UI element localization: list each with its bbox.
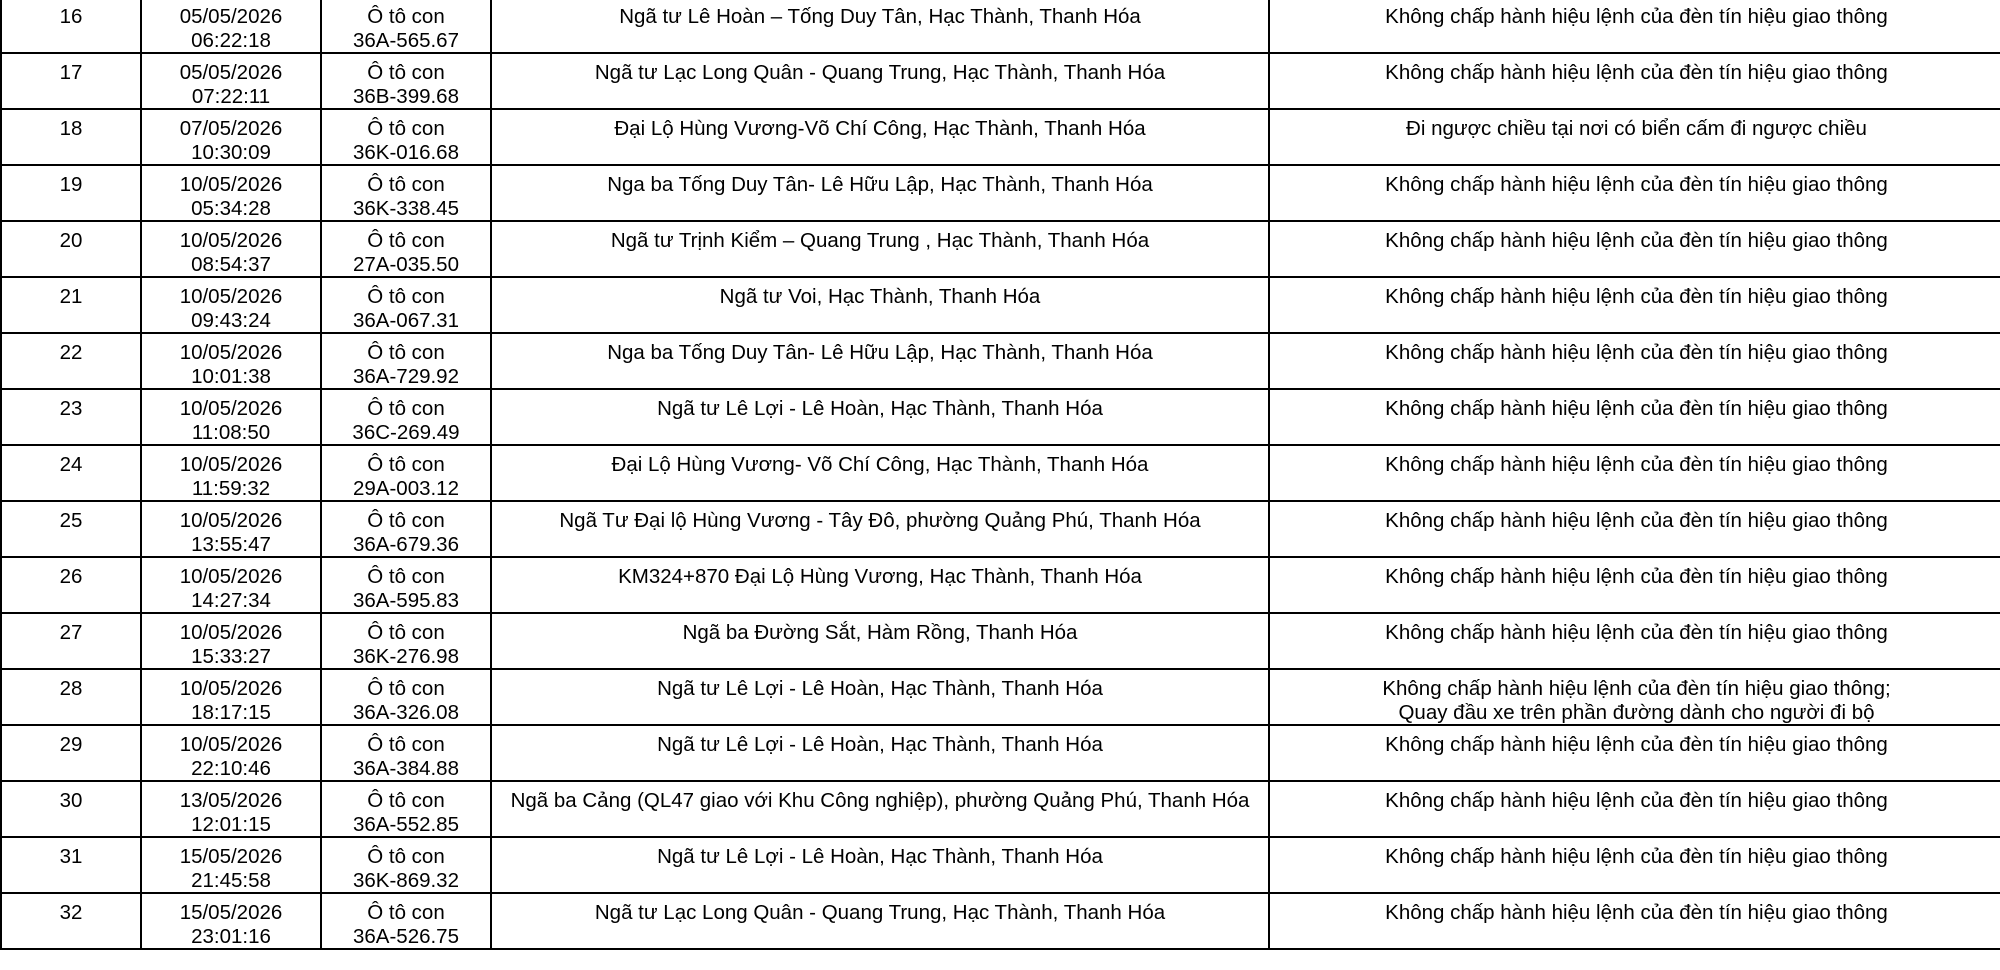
- datetime-cell: [141, 781, 321, 837]
- row-number: 21: [59, 285, 83, 308]
- datetime-cell: [141, 109, 321, 165]
- location-cell: [491, 165, 1269, 221]
- violation-location: Ngã ba Đường Sắt, Hàm Rồng, Thanh Hóa: [682, 621, 1078, 644]
- vehicle-type: Ô tô con: [367, 565, 445, 588]
- stt-cell: [1, 53, 141, 109]
- datetime-cell: [141, 725, 321, 781]
- violation-date: 10/05/2026: [179, 173, 283, 196]
- vehicle-cell: [321, 501, 491, 557]
- violation-date: 07/05/2026: [179, 117, 283, 140]
- violation-cell: [1269, 165, 2000, 221]
- violation-time: 13:55:47: [191, 532, 271, 556]
- vehicle-type: Ô tô con: [367, 285, 445, 308]
- row-number: 25: [59, 509, 83, 532]
- location-cell: [491, 501, 1269, 557]
- stt-cell: [1, 613, 141, 669]
- datetime-cell: [141, 221, 321, 277]
- vehicle-type: Ô tô con: [367, 789, 445, 812]
- datetime-cell: [141, 333, 321, 389]
- vehicle-type: Ô tô con: [367, 845, 445, 868]
- violation-date: 10/05/2026: [179, 229, 283, 252]
- violation-date: 10/05/2026: [179, 733, 283, 756]
- violation-location: Ngã tư Trịnh Kiểm – Quang Trung , Hạc Thành, Thanh Hóa: [610, 229, 1150, 252]
- row-number: 23: [59, 397, 83, 420]
- license-plate: 36A-595.83: [352, 588, 459, 612]
- violation-location: Đại Lộ Hùng Vương- Võ Chí Công, Hạc Thành, Thanh Hóa: [611, 453, 1149, 476]
- table-row: [1, 781, 2000, 837]
- license-plate: 36B-399.68: [352, 84, 459, 108]
- violation-cell: [1269, 501, 2000, 557]
- vehicle-cell: [321, 277, 491, 333]
- license-plate: 36A-565.67: [352, 28, 459, 52]
- stt-cell: [1, 725, 141, 781]
- datetime-cell: [141, 501, 321, 557]
- violation-description: Không chấp hành hiệu lệnh của đèn tín hiệu giao thông: [1385, 621, 1888, 644]
- vehicle-cell: [321, 613, 491, 669]
- location-cell: [491, 837, 1269, 893]
- violation-location: Ngã tư Lê Lợi - Lê Hoàn, Hạc Thành, Thanh Hóa: [657, 733, 1103, 756]
- violation-cell: [1269, 333, 2000, 389]
- violation-location: Nga ba Tống Duy Tân- Lê Hữu Lập, Hạc Thành, Thanh Hóa: [607, 173, 1153, 196]
- violation-date: 10/05/2026: [179, 509, 283, 532]
- stt-cell: [1, 781, 141, 837]
- violation-description: Không chấp hành hiệu lệnh của đèn tín hiệu giao thông: [1385, 845, 1888, 868]
- vehicle-type: Ô tô con: [367, 677, 445, 700]
- row-number: 24: [59, 453, 83, 476]
- license-plate: 36A-526.75: [352, 924, 459, 948]
- table-row: [1, 389, 2000, 445]
- violation-description: Không chấp hành hiệu lệnh của đèn tín hiệu giao thông: [1385, 5, 1888, 28]
- table-row: [1, 333, 2000, 389]
- violation-description: Không chấp hành hiệu lệnh của đèn tín hiệu giao thông: [1385, 453, 1888, 476]
- vehicle-cell: [321, 109, 491, 165]
- vehicle-type: Ô tô con: [367, 229, 445, 252]
- violation-time: 11:59:32: [191, 476, 271, 500]
- table-row: [1, 669, 2000, 725]
- location-cell: [491, 781, 1269, 837]
- row-number: 19: [59, 173, 83, 196]
- license-plate: 36A-729.92: [352, 364, 459, 388]
- stt-cell: [1, 837, 141, 893]
- datetime-cell: [141, 445, 321, 501]
- stt-cell: [1, 221, 141, 277]
- vehicle-cell: [321, 669, 491, 725]
- license-plate: 36K-869.32: [352, 868, 459, 892]
- violation-location: Ngã tư Lê Lợi - Lê Hoàn, Hạc Thành, Thanh Hóa: [657, 397, 1103, 420]
- violation-description: Không chấp hành hiệu lệnh của đèn tín hiệu giao thông;: [1382, 677, 1891, 700]
- violation-time: 22:10:46: [191, 756, 271, 780]
- violation-cell: [1269, 837, 2000, 893]
- table-row: [1, 501, 2000, 557]
- violation-cell: [1269, 277, 2000, 333]
- violation-time: 05:34:28: [191, 196, 271, 220]
- violation-description: Không chấp hành hiệu lệnh của đèn tín hiệu giao thông: [1385, 397, 1888, 420]
- violation-time: 11:08:50: [191, 420, 271, 444]
- license-plate: 36A-326.08: [352, 700, 459, 724]
- location-cell: [491, 333, 1269, 389]
- violation-location: Nga ba Tống Duy Tân- Lê Hữu Lập, Hạc Thành, Thanh Hóa: [607, 341, 1153, 364]
- license-plate: 27A-035.50: [352, 252, 459, 276]
- datetime-cell: [141, 557, 321, 613]
- vehicle-type: Ô tô con: [367, 733, 445, 756]
- violation-date: 10/05/2026: [179, 565, 283, 588]
- violation-cell: [1269, 781, 2000, 837]
- row-number: 16: [59, 5, 83, 28]
- location-cell: [491, 725, 1269, 781]
- table-row: [1, 445, 2000, 501]
- row-number: 18: [59, 117, 83, 140]
- license-plate: 36A-552.85: [352, 812, 459, 836]
- violation-date: 15/05/2026: [179, 845, 283, 868]
- location-cell: [491, 389, 1269, 445]
- license-plate: 36K-338.45: [352, 196, 459, 220]
- table-row: [1, 165, 2000, 221]
- vehicle-cell: [321, 221, 491, 277]
- violation-time: 12:01:15: [191, 812, 271, 836]
- table-row: [1, 109, 2000, 165]
- violation-description: Không chấp hành hiệu lệnh của đèn tín hiệu giao thông: [1385, 509, 1888, 532]
- vehicle-cell: [321, 165, 491, 221]
- violation-cell: [1269, 893, 2000, 949]
- violation-description: Không chấp hành hiệu lệnh của đèn tín hiệu giao thông: [1385, 901, 1888, 924]
- license-plate: 36A-384.88: [352, 756, 459, 780]
- license-plate: 36K-276.98: [352, 644, 459, 668]
- table-row: [1, 277, 2000, 333]
- location-cell: [491, 557, 1269, 613]
- vehicle-type: Ô tô con: [367, 901, 445, 924]
- location-cell: [491, 277, 1269, 333]
- violation-cell: [1269, 0, 2000, 53]
- stt-cell: [1, 333, 141, 389]
- vehicle-cell: [321, 0, 491, 53]
- violation-location: Ngã tư Lạc Long Quân - Quang Trung, Hạc Thành, Thanh Hóa: [594, 901, 1166, 924]
- datetime-cell: [141, 277, 321, 333]
- location-cell: [491, 109, 1269, 165]
- row-number: 30: [59, 789, 83, 812]
- location-cell: [491, 221, 1269, 277]
- location-cell: [491, 613, 1269, 669]
- violation-description: Không chấp hành hiệu lệnh của đèn tín hiệu giao thông: [1385, 789, 1888, 812]
- violation-time: 14:27:34: [191, 588, 271, 612]
- stt-cell: [1, 557, 141, 613]
- row-number: 20: [59, 229, 83, 252]
- table-row: [1, 837, 2000, 893]
- stt-cell: [1, 389, 141, 445]
- violation-date: 10/05/2026: [179, 285, 283, 308]
- stt-cell: [1, 0, 141, 53]
- datetime-cell: [141, 893, 321, 949]
- vehicle-type: Ô tô con: [367, 341, 445, 364]
- location-cell: [491, 0, 1269, 53]
- violation-cell: [1269, 389, 2000, 445]
- license-plate: 29A-003.12: [352, 476, 459, 500]
- violation-date: 10/05/2026: [179, 341, 283, 364]
- location-cell: [491, 53, 1269, 109]
- violation-date: 10/05/2026: [179, 677, 283, 700]
- vehicle-type: Ô tô con: [367, 61, 445, 84]
- datetime-cell: [141, 53, 321, 109]
- table-row: [1, 0, 2000, 53]
- violation-cell: [1269, 221, 2000, 277]
- vehicle-type: Ô tô con: [367, 509, 445, 532]
- vehicle-cell: [321, 333, 491, 389]
- violation-location: Ngã tư Lê Hoàn – Tống Duy Tân, Hạc Thành, Thanh Hóa: [619, 5, 1141, 28]
- stt-cell: [1, 109, 141, 165]
- violation-cell: [1269, 53, 2000, 109]
- datetime-cell: [141, 165, 321, 221]
- row-number: 28: [59, 677, 83, 700]
- violation-date: 10/05/2026: [179, 453, 283, 476]
- stt-cell: [1, 445, 141, 501]
- table-row: [1, 557, 2000, 613]
- violation-description: Không chấp hành hiệu lệnh của đèn tín hiệu giao thông: [1385, 341, 1888, 364]
- violation-date: 05/05/2026: [179, 5, 283, 28]
- violation-date: 05/05/2026: [179, 61, 283, 84]
- violation-date: 10/05/2026: [179, 621, 283, 644]
- violation-time: 09:43:24: [191, 308, 271, 332]
- license-plate: 36A-679.36: [352, 532, 459, 556]
- license-plate: 36A-067.31: [352, 308, 459, 332]
- vehicle-cell: [321, 389, 491, 445]
- vehicle-cell: [321, 53, 491, 109]
- violation-description: Không chấp hành hiệu lệnh của đèn tín hiệu giao thông: [1385, 733, 1888, 756]
- stt-cell: [1, 669, 141, 725]
- table-row: [1, 725, 2000, 781]
- violation-cell: [1269, 613, 2000, 669]
- violation-time: 06:22:18: [191, 28, 271, 52]
- row-number: 17: [59, 61, 83, 84]
- table-row: [1, 221, 2000, 277]
- violation-description: Quay đầu xe trên phần đường dành cho người đi bộ: [1398, 700, 1875, 724]
- vehicle-cell: [321, 781, 491, 837]
- vehicle-cell: [321, 445, 491, 501]
- table-body: [1, 0, 2000, 949]
- violation-location: Ngã tư Lạc Long Quân - Quang Trung, Hạc Thành, Thanh Hóa: [594, 61, 1166, 84]
- datetime-cell: [141, 389, 321, 445]
- row-number: 31: [59, 845, 83, 868]
- violation-cell: [1269, 725, 2000, 781]
- violation-description: Không chấp hành hiệu lệnh của đèn tín hiệu giao thông: [1385, 565, 1888, 588]
- violation-location: Đại Lộ Hùng Vương-Võ Chí Công, Hạc Thành, Thanh Hóa: [614, 117, 1146, 140]
- stt-cell: [1, 165, 141, 221]
- violation-location: Ngã tư Lê Lợi - Lê Hoàn, Hạc Thành, Thanh Hóa: [657, 845, 1103, 868]
- violation-time: 18:17:15: [191, 700, 271, 724]
- datetime-cell: [141, 669, 321, 725]
- vehicle-cell: [321, 725, 491, 781]
- row-number: 22: [59, 341, 83, 364]
- violation-location: Ngã Tư Đại lộ Hùng Vương - Tây Đô, phường Quảng Phú, Thanh Hóa: [559, 509, 1201, 532]
- violation-date: 13/05/2026: [179, 789, 283, 812]
- datetime-cell: [141, 837, 321, 893]
- row-number: 32: [59, 901, 83, 924]
- violation-time: 10:30:09: [191, 140, 271, 164]
- violation-location: KM324+870 Đại Lộ Hùng Vương, Hạc Thành, Thanh Hóa: [618, 565, 1142, 588]
- violation-description: Đi ngược chiều tại nơi có biển cấm đi ngược chiều: [1406, 117, 1867, 140]
- violation-time: 08:54:37: [191, 252, 271, 276]
- datetime-cell: [141, 0, 321, 53]
- license-plate: 36K-016.68: [352, 140, 459, 164]
- violation-time: 21:45:58: [191, 868, 271, 892]
- vehicle-type: Ô tô con: [367, 5, 445, 28]
- table-row: [1, 893, 2000, 949]
- vehicle-cell: [321, 557, 491, 613]
- vehicle-cell: [321, 893, 491, 949]
- violation-cell: [1269, 445, 2000, 501]
- violation-description: Không chấp hành hiệu lệnh của đèn tín hiệu giao thông: [1385, 61, 1888, 84]
- vehicle-type: Ô tô con: [367, 397, 445, 420]
- table-row: [1, 53, 2000, 109]
- datetime-cell: [141, 613, 321, 669]
- violation-description: Không chấp hành hiệu lệnh của đèn tín hiệu giao thông: [1385, 229, 1888, 252]
- location-cell: [491, 445, 1269, 501]
- violation-cell: [1269, 669, 2000, 725]
- stt-cell: [1, 277, 141, 333]
- violation-date: 10/05/2026: [179, 397, 283, 420]
- violation-description: Không chấp hành hiệu lệnh của đèn tín hiệu giao thông: [1385, 173, 1888, 196]
- license-plate: 36C-269.49: [352, 420, 460, 444]
- violation-time: 07:22:11: [191, 84, 271, 108]
- violation-location: Ngã tư Lê Lợi - Lê Hoàn, Hạc Thành, Thanh Hóa: [657, 677, 1103, 700]
- violation-cell: [1269, 109, 2000, 165]
- table-row: [1, 613, 2000, 669]
- location-cell: [491, 669, 1269, 725]
- violation-time: 15:33:27: [191, 644, 271, 668]
- violation-cell: [1269, 557, 2000, 613]
- violation-location: Ngã tư Voi, Hạc Thành, Thanh Hóa: [719, 285, 1041, 308]
- row-number: 27: [59, 621, 83, 644]
- vehicle-cell: [321, 837, 491, 893]
- vehicle-type: Ô tô con: [367, 173, 445, 196]
- violation-time: 10:01:38: [191, 364, 271, 388]
- vehicle-type: Ô tô con: [367, 621, 445, 644]
- violation-time: 23:01:16: [191, 924, 271, 948]
- violation-location: Ngã ba Cảng (QL47 giao với Khu Công nghiệp), phường Quảng Phú, Thanh Hóa: [510, 789, 1250, 812]
- stt-cell: [1, 501, 141, 557]
- stt-cell: [1, 893, 141, 949]
- row-number: 26: [59, 565, 83, 588]
- violation-description: Không chấp hành hiệu lệnh của đèn tín hiệu giao thông: [1385, 285, 1888, 308]
- vehicle-type: Ô tô con: [367, 117, 445, 140]
- vehicle-type: Ô tô con: [367, 453, 445, 476]
- violation-date: 15/05/2026: [179, 901, 283, 924]
- row-number: 29: [59, 733, 83, 756]
- location-cell: [491, 893, 1269, 949]
